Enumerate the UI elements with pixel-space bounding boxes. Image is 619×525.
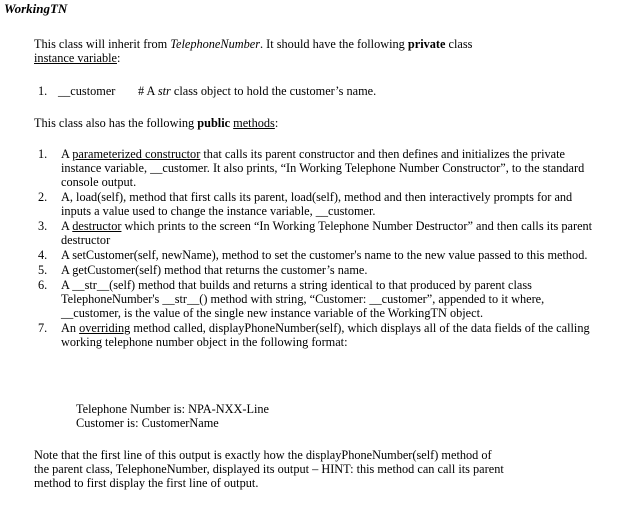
method-text: A, load(self), method that first calls its parent, load(self), method and then interactively prompts for and inputs a value used to change the instance variable, __customer.: [61, 190, 573, 218]
intro-text-3: class: [445, 37, 473, 51]
method-item-destructor: [38, 219, 598, 247]
method-list: [38, 147, 598, 350]
format-line-phone: Telephone Number is: NPA-NXX-Line: [76, 402, 270, 416]
intro-text-2: . It should have the following: [260, 37, 408, 51]
method-text: A __str__(self) method that builds and returns a string identical to that produced by parent class TelephoneNumber's __str__() method with string, “Customer: __customer”, appended to it where, __customer, is the value of the single new instance variable of the WorkingTN object.: [61, 278, 545, 320]
intro-colon: :: [116, 51, 121, 65]
attribute-comment-pre: # A: [138, 84, 158, 98]
note-paragraph: Note that the first line of this output is exactly how the displayPhoneNumber(self) method of the parent class, TelephoneNumber, displayed its output – HINT: this method can call its parent method to first display the first line of output.: [34, 448, 504, 490]
method-underlined: overriding: [79, 321, 131, 335]
method-text-pre: A: [61, 147, 73, 161]
intro-private-keyword: private: [407, 37, 446, 51]
method-number: 7.: [38, 321, 48, 335]
methods-intro-public: public: [197, 116, 231, 130]
methods-intro-colon: :: [274, 116, 279, 130]
method-text: A setCustomer(self, newName), method to set the customer's name to the new value passed to this method.: [61, 248, 588, 262]
method-underlined: parameterized constructor: [72, 147, 201, 161]
attribute-number: 1.: [38, 84, 48, 98]
output-format: [76, 402, 269, 430]
method-number: 5.: [38, 263, 48, 277]
method-text-post: which prints to the screen “In Working Telephone Number Destructor” and then calls its parent destructor: [61, 219, 593, 247]
attribute-comment-post: class object to hold the customer’s name.: [170, 84, 377, 98]
method-number: 4.: [38, 248, 48, 262]
intro-instance-variable: instance variable: [34, 51, 117, 65]
method-item-load: [38, 190, 598, 218]
attribute-comment-type: str: [157, 84, 171, 98]
method-text-post: method called, displayPhoneNumber(self), which displays all of the data fields of the calling working telephone number object in the following format:: [61, 321, 590, 349]
format-line-customer: Customer is: CustomerName: [76, 416, 219, 430]
method-number: 1.: [38, 147, 48, 161]
methods-intro-text: This class also has the following: [34, 116, 198, 130]
method-item-get-customer: [38, 263, 598, 277]
method-number: 6.: [38, 278, 48, 292]
method-item-str: [38, 278, 598, 320]
method-underlined: destructor: [72, 219, 122, 233]
intro-text-1: This class will inherit from: [34, 37, 171, 51]
method-text-pre: A: [61, 219, 73, 233]
method-item-constructor: [38, 147, 598, 189]
intro-parent-class: TelephoneNumber: [170, 37, 260, 51]
attribute-name: __customer: [58, 84, 116, 98]
method-number: 2.: [38, 190, 48, 204]
method-number: 3.: [38, 219, 48, 233]
method-text-pre: An: [61, 321, 80, 335]
method-item-set-customer: [38, 248, 598, 262]
methods-intro: [34, 116, 278, 130]
method-item-display: [38, 321, 598, 349]
method-text: A getCustomer(self) method that returns the customer’s name.: [61, 263, 368, 277]
page-title: WorkingTN: [4, 1, 68, 16]
methods-intro-methods: methods: [233, 116, 275, 130]
attribute-item: [38, 84, 376, 98]
intro-paragraph: [34, 37, 594, 65]
method-text-post: that calls its parent constructor and then defines and initializes the private instance variable, __customer. It also prints, “In Working Telephone Number Constructor”, to the standard console output.: [61, 147, 585, 189]
